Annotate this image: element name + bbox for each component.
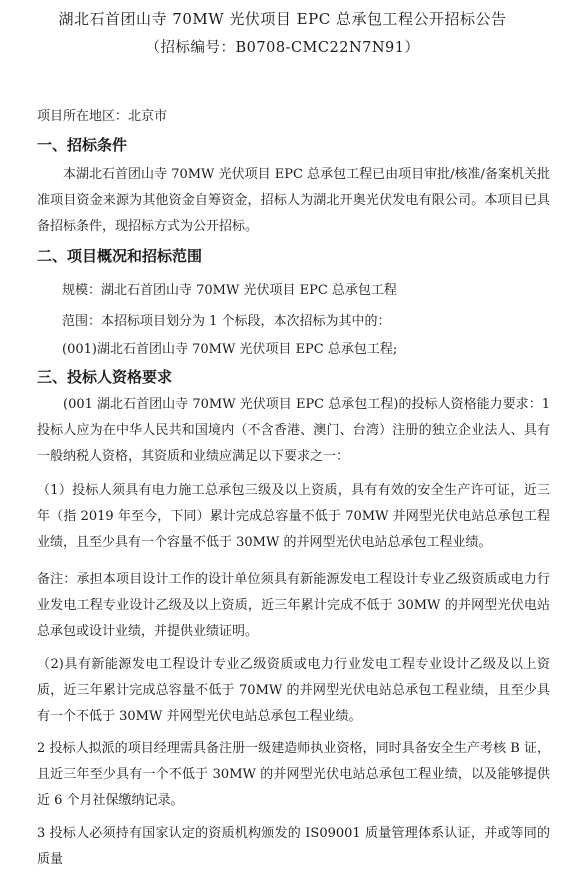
project-scale: 规模：湖北石首团山寺 70MW 光伏项目 EPC 总承包工程 bbox=[62, 283, 397, 298]
design-note: 备注：承担本项目设计工作的设计单位须具有新能源发电工程设计专业乙级资质或电力行业发电工程专业设计乙级及以上资质，近三年累计完成不低于 30MW 的并网型光伏电站总承包或设计业绩，并提供业绩证明。 bbox=[37, 572, 550, 639]
lot-item: (001)湖北石首团山寺 70MW 光伏项目 EPC 总承包工程; bbox=[62, 342, 398, 357]
project-manager-requirement: 2 投标人拟派的项目经理需具备注册一级建造师执业资格，同时具备安全生产考核 B 证，且近三年至少具有一个不低于 30MW 的并网型光伏电站总承包工程业绩，以及能够提供近 6 个月社保缴纳记录。 bbox=[37, 741, 550, 808]
iso-certification-requirement: 3 投标人必须持有国家认定的资质机构颁发的 IS09001 质量管理体系认证，并或等同的质量 bbox=[37, 826, 550, 867]
section-heading-qualification: 三、投标人资格要求 bbox=[37, 368, 173, 386]
project-region: 项目所在地区：北京市 bbox=[37, 109, 168, 124]
project-scope: 范围：本招标项目划分为 1 个标段，本次招标为其中的： bbox=[62, 314, 391, 329]
conditions-paragraph: 本湖北石首团山寺 70MW 光伏项目 EPC 总承包工程已由项目审批/核准/备案机关批准项目资金来源为其他资金自筹资金，招标人为湖北开奥光伏发电有限公司。本项目已具备招标条件，现招标方式为公开招标。 bbox=[37, 167, 550, 234]
section-heading-conditions: 一、招标条件 bbox=[37, 136, 128, 154]
qualification-intro: (001 湖北石首团山寺 70MW 光伏项目 EPC 总承包工程)的投标人资格能力要求：1 投标人应为在中华人民共和国境内（不含香港、澳门、台湾）注册的独立企业法人、具有一般纳税人资格，其资质和业绩应满足以下要求之一： bbox=[37, 397, 550, 464]
section-heading-overview: 二、项目概况和招标范围 bbox=[37, 247, 203, 265]
tender-number: （招标编号：B0708-CMC22N7N91） bbox=[145, 40, 420, 56]
document-title: 湖北石首团山寺 70MW 光伏项目 EPC 总承包工程公开招标公告 bbox=[58, 10, 507, 28]
requirement-2: （2)具有新能源发电工程设计专业乙级资质或电力行业发电工程专业设计乙级及以上资质，近三年累计完成总容量不低于 70MW 的并网型光伏电站总承包工程业绩，且至少具有一个不低于 30MW 并网型光伏电站总承包工程业绩。 bbox=[37, 657, 550, 724]
requirement-1: （1）投标人须具有电力施工总承包三级及以上资质，具有有效的安全生产许可证，近三年（指 2019 年至今，下同）累计完成总容量不低于 70MW 并网型光伏电站总承包工程业绩，且至少具有一个容量不低于 30MW 的并网型光伏电站总承包工程业绩。 bbox=[37, 483, 550, 550]
